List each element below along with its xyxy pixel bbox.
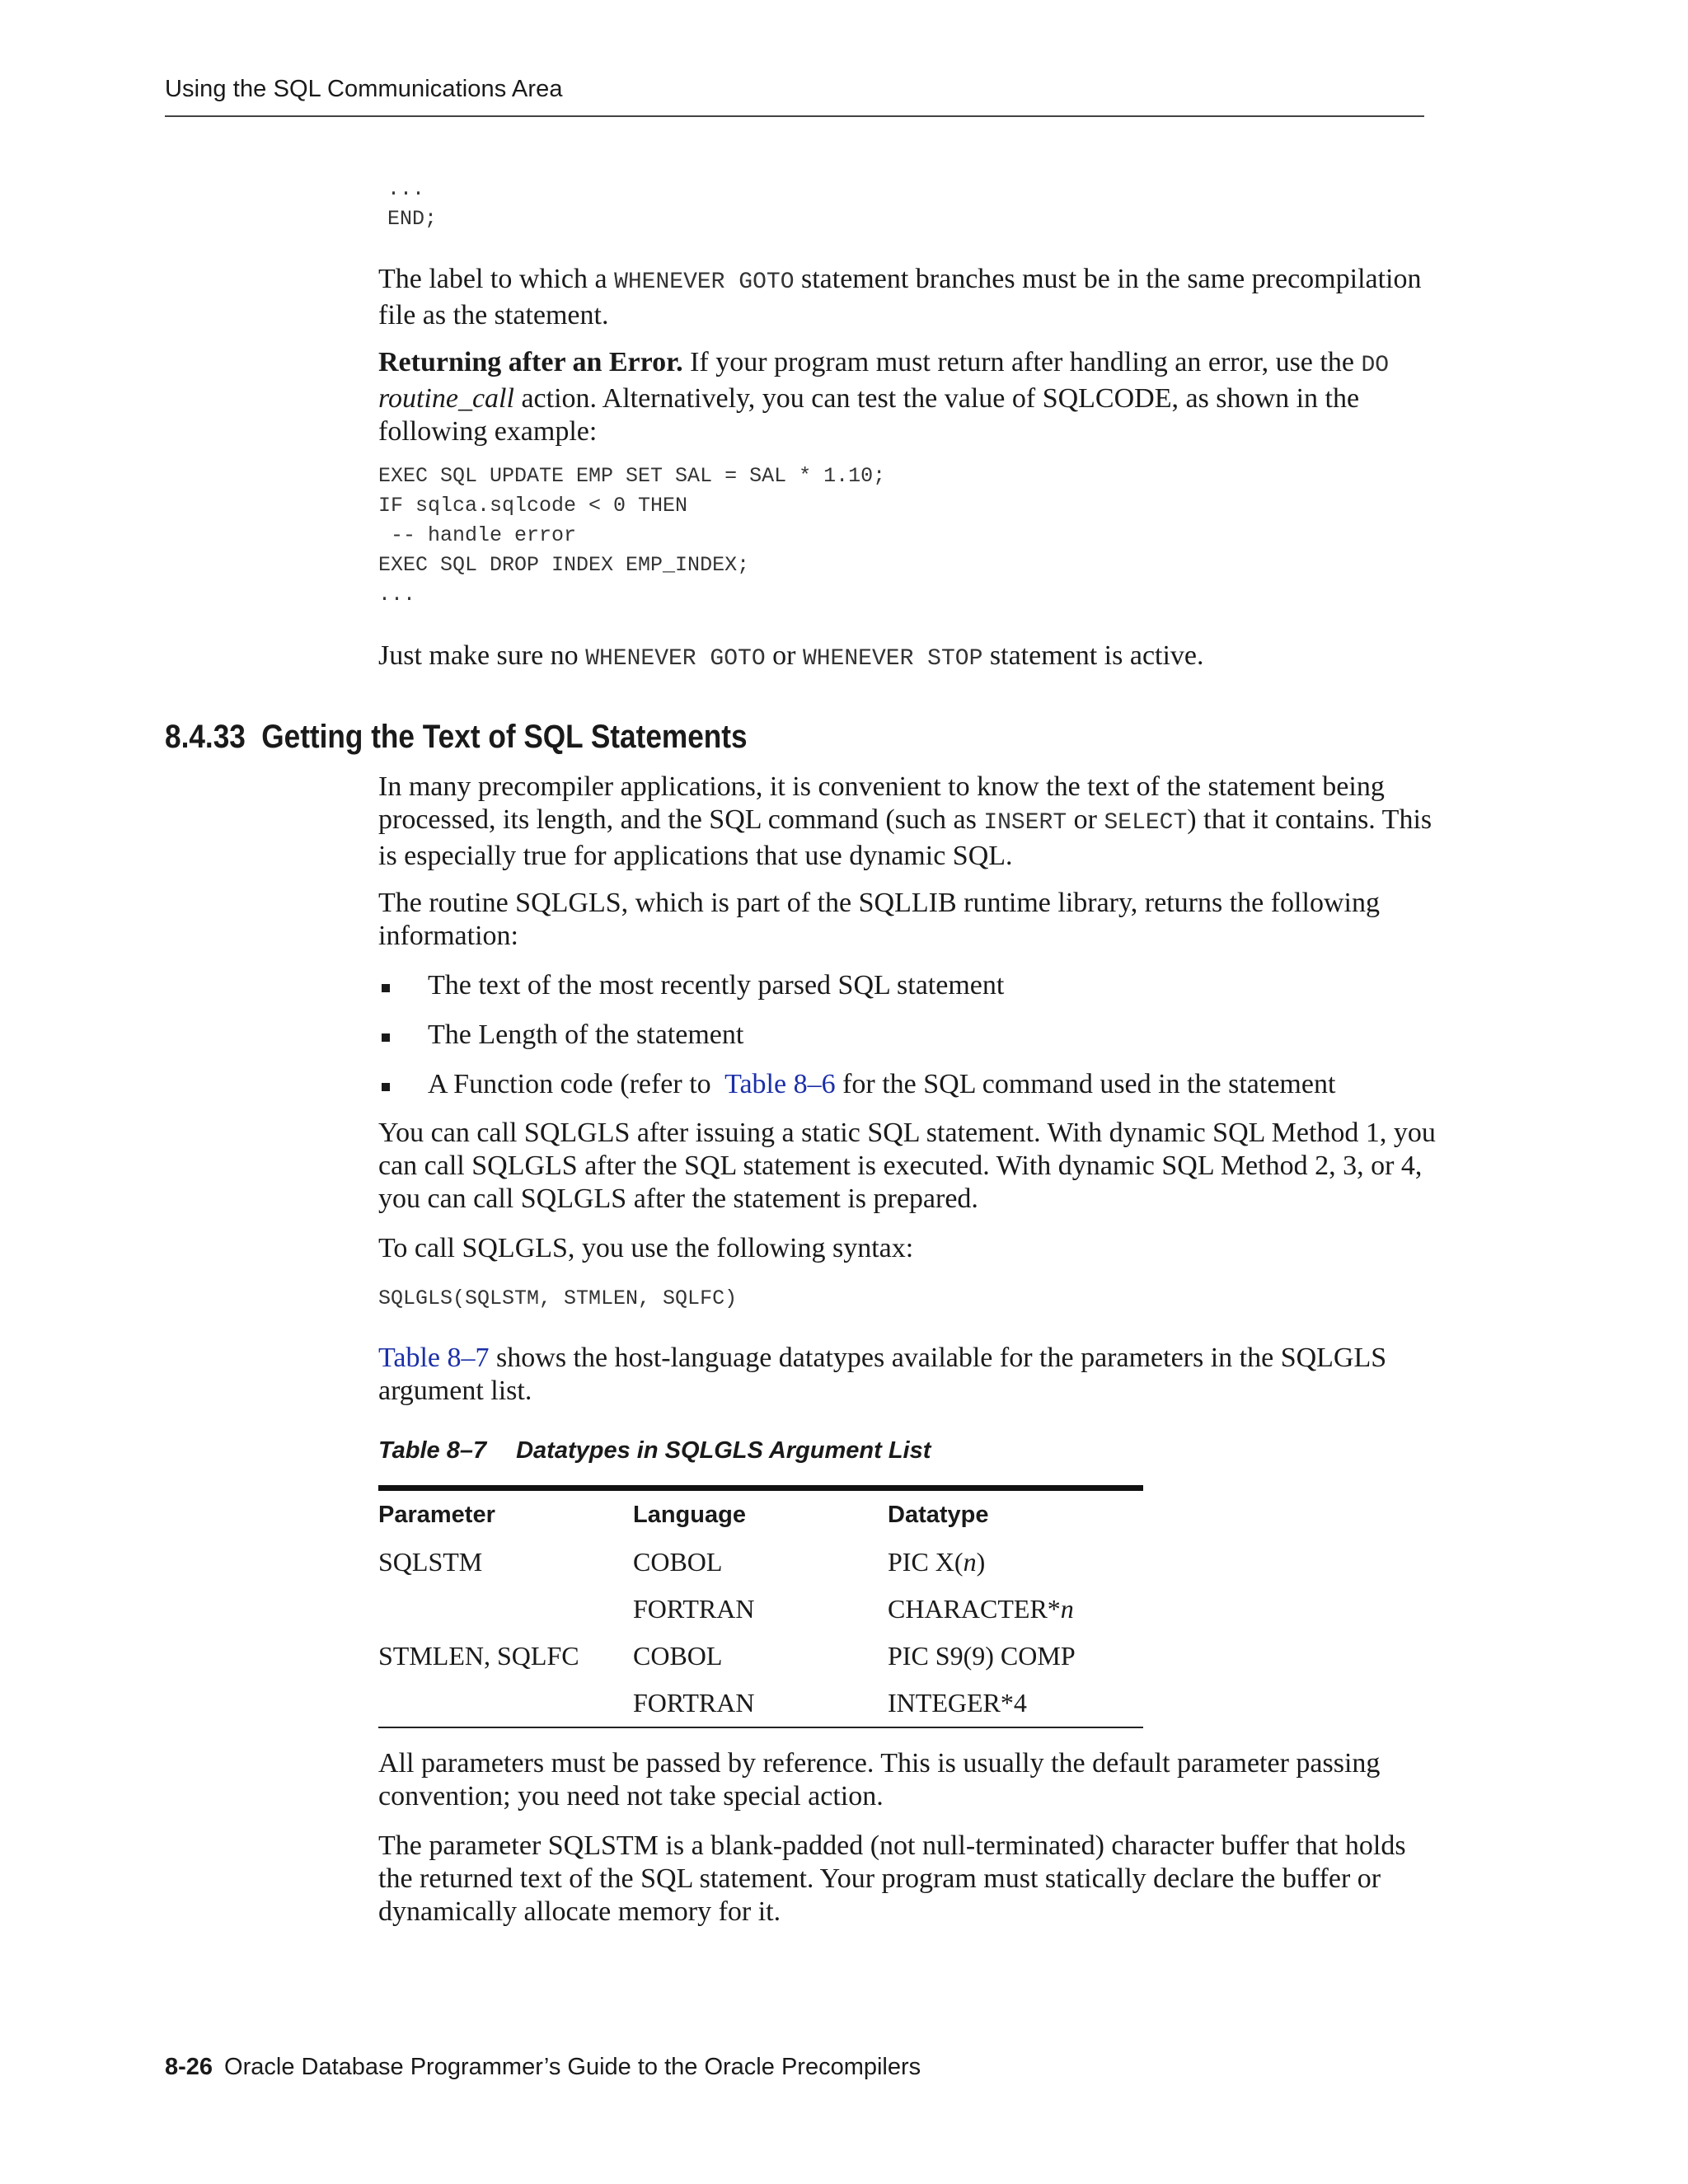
bullet-square-icon bbox=[382, 1083, 390, 1091]
table-row bbox=[378, 1633, 1143, 1680]
text: or bbox=[765, 640, 803, 671]
datatypes-table bbox=[378, 1485, 1143, 1728]
table-cell bbox=[378, 1680, 633, 1727]
table-caption bbox=[378, 1437, 1442, 1465]
table-title: Datatypes in SQLGLS Argument List bbox=[516, 1437, 931, 1464]
table-cell bbox=[378, 1586, 633, 1633]
code-block-end: ... END; bbox=[387, 177, 438, 231]
list-item-text: The Length of the statement bbox=[428, 1019, 744, 1050]
cell-italic: n bbox=[963, 1547, 977, 1577]
table-8-7-link[interactable]: Table 8–7 bbox=[378, 1343, 490, 1373]
list-item bbox=[378, 1019, 1442, 1052]
para-table-ref bbox=[378, 1342, 1442, 1408]
list-item bbox=[378, 1068, 1442, 1101]
table-row bbox=[378, 1586, 1143, 1633]
inline-code: WHENEVER STOP bbox=[802, 646, 983, 672]
list-item-text: The text of the most recently parsed SQL statement bbox=[428, 970, 1005, 1001]
inline-code: WHENEVER GOTO bbox=[614, 269, 795, 295]
inline-code: DO bbox=[1361, 353, 1390, 378]
section-heading bbox=[165, 719, 748, 756]
table-cell bbox=[888, 1586, 1143, 1633]
table-cell bbox=[888, 1539, 1143, 1586]
bullet-square-icon bbox=[382, 984, 390, 992]
list-item-text: for the SQL command used in the statement bbox=[835, 1069, 1336, 1099]
table-row bbox=[378, 1539, 1143, 1586]
section-title: Getting the Text of SQL Statements bbox=[261, 719, 748, 755]
inline-code: INSERT bbox=[983, 810, 1067, 836]
text: Just make sure no bbox=[378, 640, 586, 671]
page-footer bbox=[165, 2054, 921, 2081]
column-header: Parameter bbox=[378, 1501, 495, 1528]
table-cell: SQLSTM bbox=[378, 1547, 483, 1577]
text: shows the host-language datatypes available for the parameters in the SQLGLS argument list. bbox=[378, 1343, 1387, 1406]
text: or bbox=[1067, 804, 1104, 835]
table-cell: COBOL bbox=[633, 1547, 723, 1577]
run-in-heading: Returning after an Error. bbox=[378, 347, 683, 377]
column-header: Datatype bbox=[888, 1501, 989, 1528]
inline-code: WHENEVER GOTO bbox=[585, 646, 766, 672]
cell-text: ) bbox=[976, 1547, 986, 1577]
table-cell: STMLEN, SQLFC bbox=[378, 1641, 579, 1671]
list-item bbox=[378, 969, 1442, 1002]
text: The label to which a bbox=[378, 264, 615, 294]
text: ) that it contains. This is especially true for applications that use dynamic SQL. bbox=[378, 804, 1432, 871]
text: action. Alternatively, you can test the value of SQLCODE, as shown in the following example: bbox=[378, 383, 1360, 447]
para-intro bbox=[378, 771, 1442, 873]
cell-text: CHARACTER* bbox=[888, 1594, 1061, 1624]
table-row bbox=[378, 1680, 1143, 1727]
text: statement branches must be in the same precompilation file as the statement. bbox=[378, 264, 1422, 330]
cell-text: PIC S9(9) COMP bbox=[888, 1641, 1076, 1671]
table-cell: FORTRAN bbox=[633, 1688, 755, 1718]
text: In many precompiler applications, it is convenient to know the text of the statement being processed, its length, and the SQL command (such as bbox=[378, 771, 1385, 835]
table-cell: FORTRAN bbox=[633, 1594, 755, 1624]
cell-text: INTEGER*4 bbox=[888, 1688, 1027, 1718]
para-returning-after-error bbox=[378, 346, 1442, 448]
bullet-square-icon bbox=[382, 1033, 390, 1042]
code-block-syntax: SQLGLS(SQLSTM, STMLEN, SQLFC) bbox=[378, 1286, 738, 1310]
para-make-sure bbox=[378, 640, 1442, 676]
table-cell bbox=[888, 1633, 1143, 1680]
para-sqlstm-buffer: The parameter SQLSTM is a blank-padded (not null-terminated) character buffer that holds the returned text of the SQL statement. Your program must statically declare the buffer or dynamically allocate memory for it. bbox=[378, 1830, 1406, 1927]
para-syntax: To call SQLGLS, you use the following syntax: bbox=[378, 1233, 914, 1263]
para-label-goto bbox=[378, 263, 1442, 332]
cell-italic: n bbox=[1060, 1594, 1074, 1624]
text: statement is active. bbox=[982, 640, 1204, 671]
table-8-6-link[interactable]: Table 8–6 bbox=[724, 1069, 836, 1099]
page-number: 8-26 bbox=[165, 2054, 213, 2080]
header-rule bbox=[165, 115, 1424, 117]
italic-term: routine_call bbox=[378, 383, 514, 414]
book-title: Oracle Database Programmer’s Guide to the Oracle Precompilers bbox=[224, 2054, 921, 2080]
para-call-sqlgls: You can call SQLGLS after issuing a static SQL statement. With dynamic SQL Method 1, you can call SQLGLS after the SQL statement is executed. With dynamic SQL Method 2, 3, or 4, you can call SQLGLS after the statement is prepared. bbox=[378, 1118, 1436, 1214]
column-header: Language bbox=[633, 1501, 746, 1528]
table-number: Table 8–7 bbox=[378, 1437, 487, 1464]
table-cell: COBOL bbox=[633, 1641, 723, 1671]
table-cell bbox=[888, 1680, 1143, 1727]
para-routine: The routine SQLGLS, which is part of the SQLLIB runtime library, returns the following information: bbox=[378, 888, 1380, 951]
text: If your program must return after handling an error, use the bbox=[682, 347, 1362, 377]
table-header-row bbox=[378, 1488, 1143, 1540]
code-block-example: EXEC SQL UPDATE EMP SET SAL = SAL * 1.10; IF sqlca.sqlcode < 0 THEN -- handle error EXEC SQL DROP INDEX EMP_INDEX; ... bbox=[378, 464, 886, 607]
list-item-text: A Function code (refer to bbox=[428, 1069, 725, 1099]
section-number: 8.4.33 bbox=[165, 719, 246, 755]
inline-code: SELECT bbox=[1104, 810, 1188, 836]
para-by-reference: All parameters must be passed by reference. This is usually the default parameter passing convention; you need not take special action. bbox=[378, 1748, 1381, 1811]
bullet-list bbox=[378, 969, 1442, 1101]
cell-text: PIC X( bbox=[888, 1547, 964, 1577]
running-header: Using the SQL Communications Area bbox=[165, 76, 563, 102]
